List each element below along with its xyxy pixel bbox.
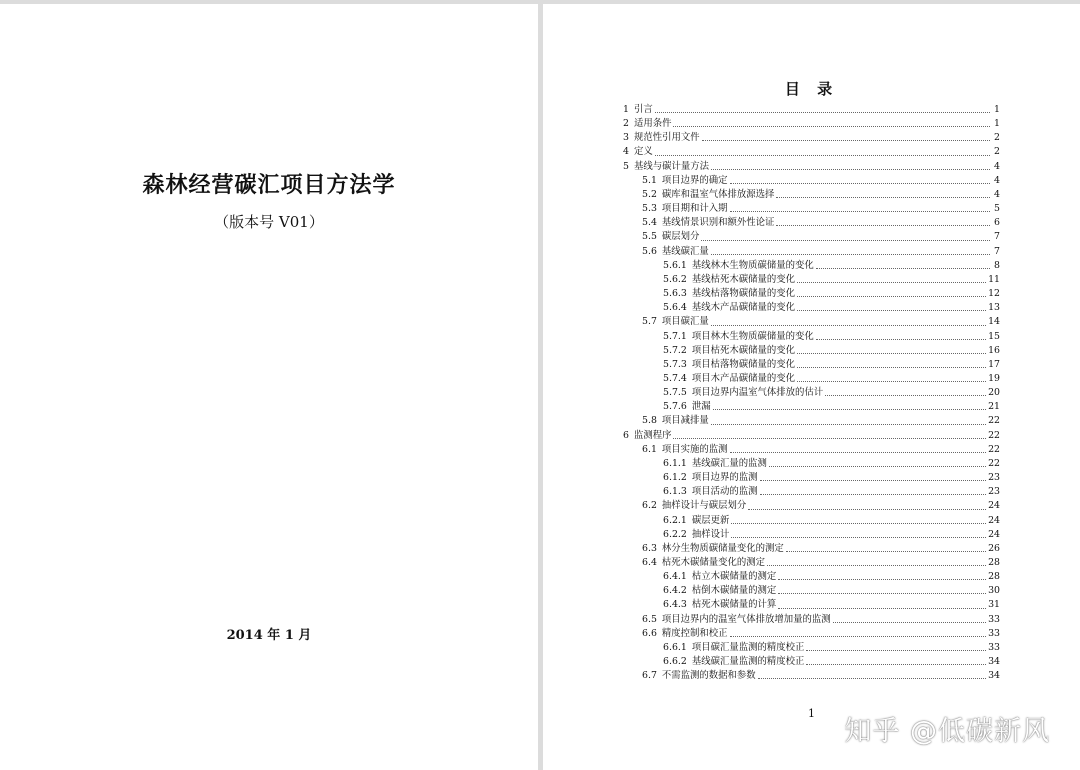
toc-entry-leader (702, 139, 990, 141)
toc-entry[interactable] (623, 174, 1000, 188)
toc-entry-leader (778, 592, 986, 594)
toc-entry-number: 5.7.6 (663, 401, 687, 413)
toc-entry-page: 16 (988, 344, 1000, 356)
toc-entry-title: 监测程序 (633, 429, 672, 441)
toc-entry-leader (797, 309, 986, 311)
toc-entry[interactable] (623, 202, 1000, 216)
toc-entry-page: 34 (988, 656, 1000, 668)
toc-entry-leader (730, 210, 990, 212)
toc-entry-page: 22 (988, 443, 1000, 455)
toc-entry-page: 22 (988, 457, 1000, 469)
toc-entry-number: 4 (623, 146, 629, 158)
toc-entry-leader (730, 182, 990, 184)
toc-entry-title: 项目边界内的温室气体排放增加量的监测 (661, 613, 831, 625)
toc-entry[interactable] (623, 598, 1000, 612)
cover-version: （版本号 V01） (214, 213, 324, 231)
toc-entry[interactable] (623, 344, 1000, 358)
toc-entry-title: 项目碳汇量 (661, 316, 709, 328)
toc-entry-leader (673, 437, 986, 439)
toc-entry-page: 5 (994, 203, 1000, 215)
toc-entry-number: 6.1.1 (663, 457, 687, 469)
toc-entry-leader (655, 111, 990, 113)
toc-entry-page: 28 (988, 571, 1000, 583)
toc-entry-page: 28 (988, 557, 1000, 568)
toc-entry-title: 碳库和温室气体排放源选择 (661, 188, 775, 200)
toc-entry[interactable] (623, 429, 1000, 443)
toc-entry-title: 项目减排量 (661, 415, 709, 427)
toc-entry-page: 7 (994, 231, 1000, 243)
toc-entry-number: 1 (623, 104, 629, 115)
toc-entry-leader (778, 578, 986, 580)
toc-entry-page: 31 (988, 599, 1000, 611)
toc-entry-number: 6.7 (642, 670, 657, 682)
toc-entry[interactable] (623, 669, 1000, 683)
toc-entry-leader (816, 338, 986, 340)
toc-entry-title: 不需监测的数据和参数 (661, 670, 756, 682)
toc-entry-title: 枯死木碳储量的计算 (691, 599, 777, 611)
toc-entry-title: 基线碳汇量的监测 (691, 457, 767, 469)
toc-entry-page: 4 (994, 174, 1000, 186)
toc-entry[interactable] (623, 627, 1000, 641)
page-number: 1 (808, 707, 815, 720)
toc-entry-leader (797, 281, 986, 283)
toc-entry-page: 33 (988, 613, 1000, 625)
toc-entry-page: 24 (988, 500, 1000, 512)
toc-entry-page: 22 (988, 429, 1000, 441)
toc-entry-leader (711, 423, 986, 425)
toc-entry-leader (833, 621, 986, 623)
toc-entry-number: 5.7.4 (663, 372, 687, 384)
cover-date: 2014 年 1 月 (226, 628, 312, 643)
toc-entry[interactable] (623, 471, 1000, 485)
toc-entry-leader (701, 239, 990, 241)
toc-entry[interactable] (623, 216, 1000, 230)
toc-entry-page: 4 (994, 188, 1000, 200)
toc-entry-title: 碳层更新 (691, 514, 730, 526)
toc-entry-number: 6.3 (642, 542, 657, 554)
toc-entry[interactable] (623, 414, 1000, 428)
toc-entry-title: 基线木产品碳储量的变化 (691, 302, 795, 314)
toc-entry-title: 精度控制和校正 (661, 627, 728, 639)
toc-entry-title: 林分生物质碳储量变化的测定 (661, 542, 784, 554)
toc-entry-title: 基线枯死木碳储量的变化 (691, 273, 795, 285)
toc-entry-title: 抽样设计 (691, 528, 730, 540)
toc-entry-number: 5.5 (642, 231, 657, 243)
toc-entry-number: 6.1.3 (663, 486, 687, 498)
toc-entry-number: 5.3 (642, 203, 657, 215)
toc-entry-number: 5.7.2 (663, 344, 687, 356)
toc-entry-leader (797, 295, 986, 297)
toc-entry-title: 项目林木生物质碳储量的变化 (691, 330, 814, 342)
toc-entry-page: 15 (988, 330, 1000, 342)
toc-entry-title: 项目活动的监测 (691, 486, 758, 498)
toc-entry-leader (748, 508, 986, 510)
toc-entry-leader (673, 125, 990, 127)
toc-entry-page: 17 (988, 358, 1000, 370)
toc-entry-page: 11 (988, 273, 1000, 285)
toc-entry-title: 碳层划分 (661, 231, 700, 243)
toc-entry-leader (731, 536, 986, 538)
toc-entry[interactable] (623, 556, 1000, 570)
toc-entry-leader (655, 154, 990, 156)
toc-entry-leader (816, 267, 990, 269)
toc-entry-leader (767, 564, 986, 566)
toc-entry-leader (730, 635, 987, 637)
toc-entry-page: 2 (994, 132, 1000, 144)
toc-entry-leader (776, 224, 990, 226)
toc-entry[interactable] (623, 330, 1000, 344)
toc-entry-page: 23 (988, 472, 1000, 484)
toc-entry-title: 项目碳汇量监测的精度校正 (691, 641, 805, 653)
toc-entry-number: 5.8 (642, 415, 657, 427)
toc-entry-leader (711, 168, 990, 170)
toc-entry-page: 1 (994, 104, 1000, 115)
toc-entry-title: 枯倒木碳储量的测定 (691, 585, 777, 597)
toc-entry-number: 5.6 (642, 245, 657, 257)
watermark: 知乎 @低碳新风 (844, 716, 1050, 747)
toc-entry-title: 项目枯死木碳储量的变化 (691, 344, 795, 356)
toc-entry[interactable] (623, 117, 1000, 131)
toc-entry-leader (760, 479, 987, 481)
toc-entry[interactable] (623, 301, 1000, 315)
toc-entry-title: 项目边界的监测 (691, 472, 758, 484)
toc-entry-leader (731, 522, 986, 524)
toc-entry-number: 3 (623, 132, 629, 144)
toc-entry-leader (769, 465, 986, 467)
toc-entry-title: 引言 (633, 104, 653, 115)
toc-entry[interactable] (623, 131, 1000, 145)
toc-entry-page: 26 (988, 542, 1000, 554)
toc-entry-number: 5.6.1 (663, 259, 687, 271)
toc-entry-title: 泄漏 (691, 401, 711, 413)
toc-entry-number: 6.2.2 (663, 528, 687, 540)
toc-entry-page: 24 (988, 528, 1000, 540)
toc-entry-leader (797, 380, 986, 382)
toc-entry-leader (778, 607, 986, 609)
toc-entry-number: 5.2 (642, 188, 657, 200)
toc-entry-number: 5.6.4 (663, 302, 687, 314)
toc-entry-leader (797, 366, 986, 368)
toc-entry-title: 基线碳汇量监测的精度校正 (691, 656, 805, 668)
toc-entry-leader (760, 493, 987, 495)
toc-entry-page: 21 (988, 401, 1000, 413)
toc-entry-title: 基线情景识别和额外性论证 (661, 217, 775, 229)
toc-entry-page: 7 (994, 245, 1000, 257)
toc-entry-number: 6.4.2 (663, 585, 687, 597)
toc-entry-title: 基线碳汇量 (661, 245, 709, 257)
toc-entry-page: 20 (988, 387, 1000, 399)
toc-entry-page: 14 (988, 316, 1000, 328)
toc-entry-page: 4 (994, 160, 1000, 172)
toc-entry[interactable] (623, 542, 1000, 556)
toc-entry-number: 5.4 (642, 217, 657, 229)
cover-title: 森林经营碳汇项目方法学 (142, 172, 396, 198)
toc-entry-leader (825, 394, 986, 396)
toc-entry-number: 2 (623, 118, 629, 130)
toc-entry-title: 项目期和计入期 (661, 203, 728, 215)
toc-entry-leader (713, 408, 986, 410)
toc-entry-page: 19 (988, 372, 1000, 384)
toc-entry-leader (797, 352, 986, 354)
toc-entry-number: 6.1 (642, 443, 657, 455)
toc-list (623, 103, 1000, 683)
toc-entry[interactable] (623, 230, 1000, 244)
toc-entry-leader (786, 550, 986, 552)
toc-entry-number: 5.7.3 (663, 358, 687, 370)
toc-entry[interactable] (623, 259, 1000, 273)
toc-entry-page: 24 (988, 514, 1000, 526)
toc-entry-number: 5.1 (642, 174, 657, 186)
toc-title: 目 录 (784, 80, 839, 98)
toc-entry-leader (758, 677, 986, 679)
toc-entry-title: 适用条件 (633, 118, 672, 130)
toc-entry-page: 33 (988, 627, 1000, 639)
toc-entry[interactable] (623, 655, 1000, 669)
toc-entry[interactable] (623, 188, 1000, 202)
toc-entry-page: 2 (994, 146, 1000, 158)
toc-entry-leader (806, 649, 986, 651)
toc-entry[interactable] (623, 358, 1000, 372)
toc-entry-number: 6.6 (642, 627, 657, 639)
toc-entry-number: 6.2 (642, 500, 657, 512)
toc-entry-page: 12 (988, 288, 1000, 300)
toc-entry[interactable] (623, 514, 1000, 528)
toc-entry-number: 5.7.5 (663, 387, 687, 399)
toc-entry[interactable] (623, 315, 1000, 329)
toc-entry-title: 项目边界内温室气体排放的估计 (691, 387, 824, 399)
toc-entry-title: 项目枯落物碳储量的变化 (691, 358, 795, 370)
toc-entry-page: 6 (994, 217, 1000, 229)
toc-entry-number: 5 (623, 160, 629, 172)
toc-entry-number: 6.2.1 (663, 514, 687, 526)
toc-entry-page: 22 (988, 415, 1000, 427)
toc-entry-page: 13 (988, 302, 1000, 314)
toc-entry[interactable] (623, 528, 1000, 542)
toc-entry-number: 6.5 (642, 613, 657, 625)
toc-entry[interactable] (623, 160, 1000, 174)
toc-entry-page: 33 (988, 641, 1000, 653)
toc-entry[interactable] (623, 584, 1000, 598)
toc-entry-leader (806, 663, 986, 665)
toc-entry-number: 5.6.2 (663, 273, 687, 285)
toc-entry-title: 枯立木碳储量的测定 (691, 571, 777, 583)
toc-entry-number: 5.7.1 (663, 330, 687, 342)
toc-entry[interactable] (623, 372, 1000, 386)
toc-entry-page: 34 (988, 670, 1000, 682)
toc-entry-number: 6.6.2 (663, 656, 687, 668)
toc-entry-number: 6.1.2 (663, 472, 687, 484)
toc-entry-number: 6.4.3 (663, 599, 687, 611)
toc-entry-number: 5.7 (642, 316, 657, 328)
toc-entry[interactable] (623, 386, 1000, 400)
toc-entry[interactable] (623, 103, 1000, 117)
toc-page (543, 4, 1080, 770)
toc-entry[interactable] (623, 273, 1000, 287)
toc-entry[interactable] (623, 641, 1000, 655)
toc-entry-leader (711, 253, 990, 255)
toc-entry[interactable] (623, 499, 1000, 513)
toc-entry-leader (776, 196, 990, 198)
toc-entry-page: 30 (988, 585, 1000, 597)
toc-entry-title: 基线林木生物质碳储量的变化 (691, 259, 814, 271)
toc-entry-title: 抽样设计与碳层划分 (661, 500, 747, 512)
toc-entry-title: 项目边界的确定 (661, 174, 728, 186)
toc-entry[interactable] (623, 145, 1000, 159)
toc-entry-page: 1 (994, 118, 1000, 130)
toc-entry-number: 5.6.3 (663, 288, 687, 300)
toc-entry-title: 项目实施的监测 (661, 443, 728, 455)
toc-entry[interactable] (623, 485, 1000, 499)
toc-entry-title: 基线枯落物碳储量的变化 (691, 288, 795, 300)
toc-entry[interactable] (623, 400, 1000, 414)
toc-entry-title: 基线与碳计量方法 (633, 160, 709, 172)
toc-entry-title: 枯死木碳储量变化的测定 (661, 557, 766, 568)
toc-entry[interactable] (623, 570, 1000, 584)
toc-entry[interactable] (623, 287, 1000, 301)
toc-entry-number: 6 (623, 429, 629, 441)
toc-entry-page: 8 (994, 259, 1000, 271)
toc-entry-title: 定义 (633, 146, 653, 158)
toc-entry-leader (730, 451, 987, 453)
toc-entry[interactable] (623, 457, 1000, 471)
toc-entry-leader (711, 324, 986, 326)
toc-entry-page: 23 (988, 486, 1000, 498)
toc-entry[interactable] (623, 613, 1000, 627)
cover-page (0, 4, 538, 770)
toc-entry[interactable] (623, 245, 1000, 259)
toc-entry-title: 项目木产品碳储量的变化 (691, 372, 795, 384)
toc-entry-title: 规范性引用文件 (633, 132, 700, 144)
toc-entry-number: 6.6.1 (663, 641, 687, 653)
toc-entry-number: 6.4 (642, 557, 657, 568)
toc-entry-number: 6.4.1 (663, 571, 687, 583)
toc-entry[interactable] (623, 443, 1000, 457)
